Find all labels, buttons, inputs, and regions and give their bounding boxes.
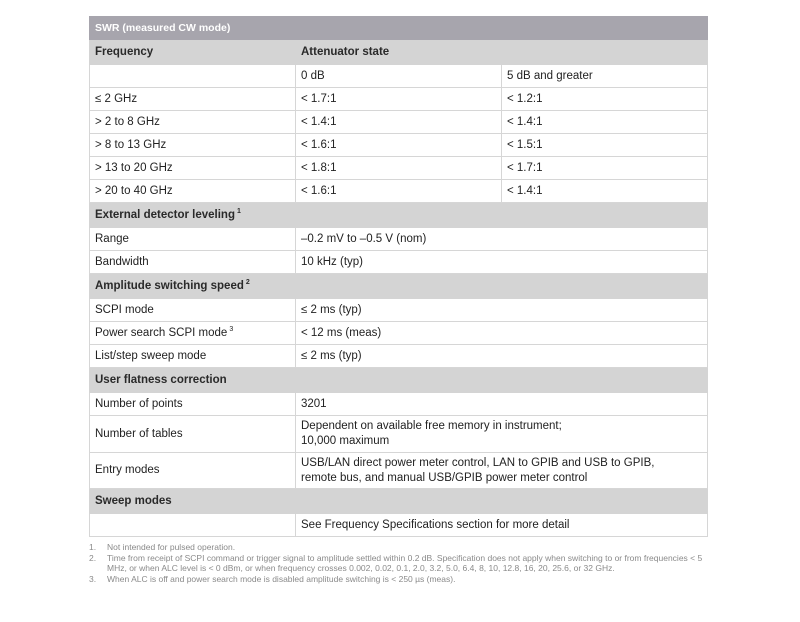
- power-search-label: Power search SCPI mode: [95, 326, 228, 339]
- footnote: [89, 542, 709, 553]
- tables-value: [296, 416, 708, 453]
- col-5db: 5 dB and greater: [502, 65, 708, 88]
- entry-value-line: remote bus, and manual USB/GPIB power meter control: [301, 471, 588, 484]
- sweep-value: See Frequency Specifications section for more detail: [296, 514, 708, 537]
- scpi-value: ≤ 2 ms (typ): [296, 299, 708, 322]
- freq-cell: ≤ 2 GHz: [90, 88, 296, 111]
- table-row: [90, 251, 708, 274]
- table-row: [90, 180, 708, 203]
- bandwidth-value: 10 kHz (typ): [296, 251, 708, 274]
- table-row: [90, 134, 708, 157]
- range-label: Range: [90, 228, 296, 251]
- footnote-ref: 1: [236, 207, 241, 215]
- entry-value-line: USB/LAN direct power meter control, LAN to GPIB and USB to GPIB,: [301, 456, 655, 469]
- footnote: [89, 553, 709, 574]
- table-row: [90, 416, 708, 453]
- swr-0db-cell: < 1.7:1: [296, 88, 502, 111]
- entry-modes-label: Entry modes: [90, 453, 296, 489]
- points-value: 3201: [296, 393, 708, 416]
- freq-cell: > 20 to 40 GHz: [90, 180, 296, 203]
- list-sweep-label: List/step sweep mode: [90, 345, 296, 368]
- table-row: [90, 514, 708, 537]
- flatness-section: [90, 368, 708, 393]
- sweep-heading: Sweep modes: [90, 489, 708, 514]
- freq-cell: > 8 to 13 GHz: [90, 134, 296, 157]
- ext-heading: External detector leveling: [95, 208, 235, 221]
- swr-5db-cell: < 1.5:1: [502, 134, 708, 157]
- power-search-label-cell: [90, 322, 296, 345]
- title-row: [90, 17, 708, 40]
- table-row: [90, 157, 708, 180]
- table-row: [90, 345, 708, 368]
- swr-5db-cell: < 1.4:1: [502, 180, 708, 203]
- table-row: [90, 111, 708, 134]
- power-search-value: < 12 ms (meas): [296, 322, 708, 345]
- tables-label: Number of tables: [90, 416, 296, 453]
- col-0db: 0 dB: [296, 65, 502, 88]
- tables-value-line: Dependent on available free memory in instrument;: [301, 420, 562, 432]
- empty-cell: [90, 65, 296, 88]
- section-heading: [90, 274, 708, 299]
- footnote-text: Time from receipt of SCPI command or trigger signal to amplitude settled within 0.2 dB. Specification does not apply when switching to or from frequencies < 5 MHz, or when ALC level is < 0 dBm, or when frequency crosses 0.002, 0.02, 0.1, 2.0, 3.2, 5.0, 6.4, 8, 10, 12.8, 16, 20, 25.6, or 32 GHz.: [107, 552, 703, 573]
- swr-0db-cell: < 1.6:1: [296, 134, 502, 157]
- swr-header-row: [90, 40, 708, 65]
- table-title: SWR (measured CW mode): [90, 17, 708, 40]
- flatness-heading: User flatness correction: [90, 368, 708, 393]
- empty-cell: [90, 514, 296, 537]
- swr-5db-cell: < 1.4:1: [502, 111, 708, 134]
- table-row: [90, 299, 708, 322]
- swr-0db-cell: < 1.8:1: [296, 157, 502, 180]
- points-label: Number of points: [90, 393, 296, 416]
- spec-sheet: [89, 16, 707, 537]
- ext-detector-section: [90, 203, 708, 228]
- swr-5db-cell: < 1.7:1: [502, 157, 708, 180]
- freq-cell: > 13 to 20 GHz: [90, 157, 296, 180]
- spec-table: [89, 16, 708, 537]
- footnote-text: When ALC is off and power search mode is disabled amplitude switching is < 250 µs (meas).: [107, 573, 456, 584]
- table-row: [90, 88, 708, 111]
- entry-modes-value: [296, 453, 708, 489]
- footnote-ref: 2: [245, 278, 250, 286]
- section-heading: [90, 203, 708, 228]
- frequency-header: Frequency: [90, 40, 296, 65]
- footnote-number: 3.: [89, 573, 97, 584]
- table-row: [90, 453, 708, 489]
- list-sweep-value: ≤ 2 ms (typ): [296, 345, 708, 368]
- table-row: [90, 65, 708, 88]
- amp-heading: Amplitude switching speed: [95, 279, 244, 292]
- amp-switching-section: [90, 274, 708, 299]
- footnotes: [89, 542, 709, 584]
- attenuator-header: Attenuator state: [296, 40, 708, 65]
- table-row: [90, 228, 708, 251]
- footnote-number: 2.: [89, 552, 97, 563]
- footnote: [89, 574, 709, 585]
- scpi-label: SCPI mode: [90, 299, 296, 322]
- swr-5db-cell: < 1.2:1: [502, 88, 708, 111]
- tables-value-line: 10,000 maximum: [301, 435, 390, 447]
- bandwidth-label: Bandwidth: [90, 251, 296, 274]
- swr-0db-cell: < 1.4:1: [296, 111, 502, 134]
- footnote-number: 1.: [89, 542, 97, 552]
- freq-cell: > 2 to 8 GHz: [90, 111, 296, 134]
- footnote-ref: 3: [229, 325, 234, 333]
- sweep-section: [90, 489, 708, 514]
- table-row: [90, 393, 708, 416]
- swr-0db-cell: < 1.6:1: [296, 180, 502, 203]
- table-row: [90, 322, 708, 345]
- footnote-text: Not intended for pulsed operation.: [107, 542, 236, 552]
- range-value: –0.2 mV to –0.5 V (nom): [296, 228, 708, 251]
